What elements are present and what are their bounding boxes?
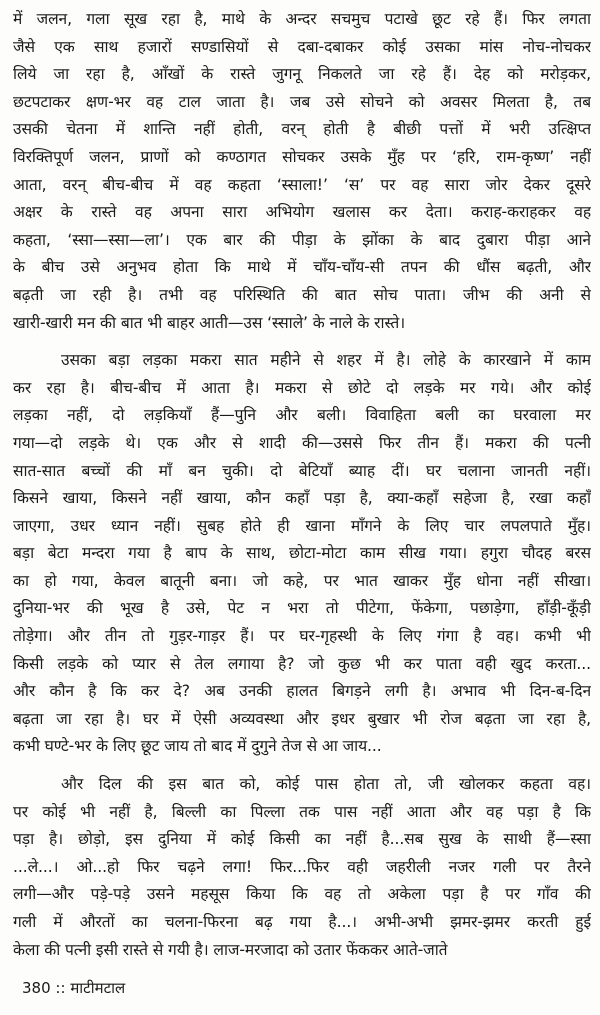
text-line: कहता, ‘स्सा—स्सा—ला’। एक बार की पीड़ा के झोंका के बाद दुबारा पीड़ा आने [13,230,591,249]
page-number: 380 [22,979,51,997]
text-line: का हो गया, केवल बातूनी बना। जो कहे, पर भात खाकर मुँह धोना नहीं सीखा। [13,571,591,590]
book-title: माटीमटाल [70,979,126,997]
text-line: बढ़ता जा रहा है। घर में ऐसी अव्यवस्था और इधर बुखार भी रोज बढ़ता जा रहा है, [13,709,591,728]
text-line: किसने खाया, किसने नहीं खाया, कौन कहाँ पड़ा है, क्या-कहाँ सहेजा है, रखा कहाँ [13,489,591,508]
text-line: अक्षर के रास्ते वह अपना सारा अभियोग खलास कर देता। कराह-कराहकर वह [13,203,591,222]
text-line: और कौन है कि कर दे? अब उनकी हालत बिगड़ने लगी है। अभाव भी दिन-ब-दिन [13,682,591,701]
text-line: उसकी चेतना में शान्ति नहीं होती, वरन् होती है बीछी पत्तों में भरी उत्क्षिप्त [13,120,591,139]
text-line: कर रहा है। बीच-बीच में आता है। मकरा से छोटे दो लड़के मर गये। और कोई [13,378,591,397]
text-line: लगी—और पड़े-पड़े उसने महसूस किया कि वह तो अकेला पड़ा है पर गाँव की [13,885,591,904]
text-line: किसी लड़के को प्यार से तेल लगाया है? जो कुछ भी कर पाता वही खुद करता... [13,654,591,673]
paragraph-gap [13,761,591,771]
text-line: पर कोई भी नहीं है, बिल्ली का पिल्ला तक पास नहीं आता और वह पड़ा है कि [13,802,591,821]
page-body-text [13,6,591,964]
text-line: और दिल की इस बात को, कोई पास होता तो, जी खोलकर कहता वह। [61,775,591,794]
text-line: सात-सात बच्चों की माँ बन चुकी। दो बेटियाँ ब्याह दीं। घर चलाना जानती नहीं। [13,461,591,480]
text-line: बढ़ती जा रही है। तभी वह परिस्थिति की बात सोच पाता। जीभ की अनी से [13,285,591,304]
paragraph-gap [13,337,591,347]
text-line: में जलन, गला सूख रहा है, माथे के अन्दर सचमुच पटाखे छूट रहे हैं। फिर लगता [13,10,591,28]
text-line: केला की पत्नी इसी रास्ते से गयी है। लाज-मरजादा को उतार फेंककर आते-जाते [13,940,448,959]
text-line: ...ले...। ओ...हो फिर चढ़ने लगा! फिर...फिर वही जहरीली नजर गली पर तैरने [13,857,591,876]
text-line: दुनिया-भर की भूख है उसे, पेट न भरा तो पीटेगा, फेंकेगा, पछाड़ेगा, हाँड़ी-कूँड़ी [13,599,591,618]
text-line: पड़ा है। छोड़ो, इस दुनिया में कोई किसी का नहीं है...सब सुख के साथी हैं—स्सा [13,830,591,849]
text-line: लिये जा रहा है, आँखों के रास्ते जुगनू निकलते जा रहे हैं। देह को मरोड़कर, [13,65,591,84]
text-line: तोड़ेगा। और तीन तो गुड़र-गाड़र हैं। पर घर-गृहस्थी के लिए गंगा है वह। कभी भी [13,627,591,646]
text-line: के बीच उसे अनुभव होता कि माथे में चाँय-चाँय-सी तपन की धौंस बढ़ती, और [13,258,591,277]
text-line: कभी घण्टे-भर के लिए छूट जाय तो बाद में दुगुने तेज से आ जाय... [13,737,382,756]
text-line: उसका बड़ा लड़का मकरा सात महीने से शहर में है। लोहे के कारखाने में काम [61,351,591,370]
text-line: लड़का नहीं, दो लड़कियाँ हैं—पुनि और बली। विवाहिता बली का घरवाला मर [13,406,591,425]
footer-separator: :: [55,979,66,997]
paragraph [13,6,591,337]
text-line: गली में औरतों का चलना-फिरना बढ़ गया है...। अभी-अभी झमर-झमर करती हुई [13,913,591,931]
paragraph [13,347,591,761]
paragraph [13,771,591,964]
text-line: जाएगा, उधर ध्यान नहीं। सुबह होते ही खाना माँगने के लिए चार लपलपाते मुँह। [13,516,591,535]
text-line: आता, वरन् बीच-बीच में वह कहता ‘स्साला!’ ‘स’ पर वह सारा जोर देकर दूसरे [13,175,591,194]
text-line: जैसे एक साथ हजारों सण्डासियों से दबा-दबाकर कोई उसका मांस नोच-नोचकर [13,37,591,56]
page-footer [22,978,125,998]
text-line: विरक्तिपूर्ण जलन, प्राणों को कण्ठागत सोचकर उसके मुँह पर ‘हरि, राम-कृष्ण’ नहीं [13,147,591,166]
text-line: खारी-खारी मन की बात भी बाहर आती—उस ‘स्साले’ के नाले के रास्ते। [13,313,406,332]
text-line: बड़ा बेटा मन्दरा गया है बाप के साथ, छोटा-मोटा काम सीख गया। हगुरा चौदह बरस [13,544,591,563]
text-line: गया—दो लड़के थे। एक और से शादी की—उससे फिर तीन हैं। मकरा की पत्नी [13,433,591,452]
text-line: छटपटाकर क्षण-भर वह टाल जाता है। जब उसे सोचने को अवसर मिलता है, तब [13,92,591,111]
